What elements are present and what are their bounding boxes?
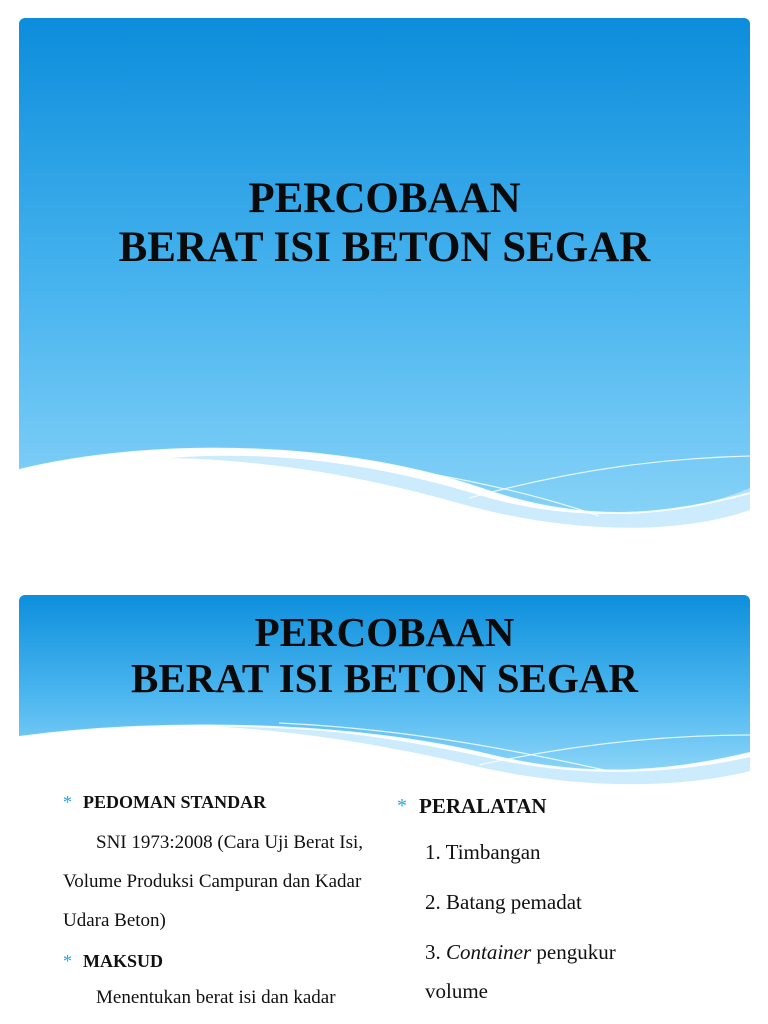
list-item-number: 2. bbox=[425, 890, 441, 914]
peralatan-list bbox=[397, 827, 717, 1011]
left-column bbox=[63, 791, 383, 1017]
list-item-text: Timbangan bbox=[445, 840, 541, 864]
list-item bbox=[425, 877, 717, 927]
maksud-text: Menentukan berat isi dan kadar bbox=[96, 987, 336, 1008]
slide-1-title-line1: PERCOBAAN bbox=[248, 175, 521, 222]
pedoman-standar-text: SNI 1973:2008 (Cara Uji Berat Isi, Volume Produksi Campuran dan Kadar Udara Beton) bbox=[63, 832, 364, 931]
list-item bbox=[425, 827, 717, 877]
maksud-heading: MAKSUD bbox=[83, 951, 163, 971]
list-item-italic-text: Container bbox=[446, 940, 532, 964]
slide-1 bbox=[19, 18, 750, 548]
asterisk-bullet-icon: * bbox=[63, 951, 72, 971]
slide-1-title bbox=[19, 174, 750, 273]
slide-1-banner bbox=[19, 18, 750, 548]
list-item-continuation: volume bbox=[425, 979, 488, 1003]
list-item-text: Batang pemadat bbox=[446, 890, 582, 914]
peralatan-heading: PERALATAN bbox=[419, 794, 547, 818]
slide-2-title-line1: PERCOBAAN bbox=[254, 609, 515, 655]
asterisk-bullet-icon: * bbox=[397, 795, 407, 817]
list-item-number: 3. bbox=[425, 940, 441, 964]
bullet-pedoman-standar bbox=[63, 791, 383, 813]
list-item-text: pengukur bbox=[536, 940, 616, 964]
bullet-maksud bbox=[63, 950, 383, 972]
bullet-peralatan bbox=[397, 793, 717, 819]
slide-2-title-line2: BERAT ISI BETON SEGAR bbox=[131, 655, 638, 702]
slide-1-title-line2: BERAT ISI BETON SEGAR bbox=[118, 224, 651, 272]
pedoman-standar-heading: PEDOMAN STANDAR bbox=[83, 792, 267, 812]
slide-2-title bbox=[19, 609, 750, 702]
slide-2 bbox=[19, 595, 750, 1024]
right-column bbox=[397, 793, 717, 1011]
list-item bbox=[425, 927, 717, 977]
asterisk-bullet-icon: * bbox=[63, 792, 72, 812]
list-item-number: 1. bbox=[425, 840, 441, 864]
